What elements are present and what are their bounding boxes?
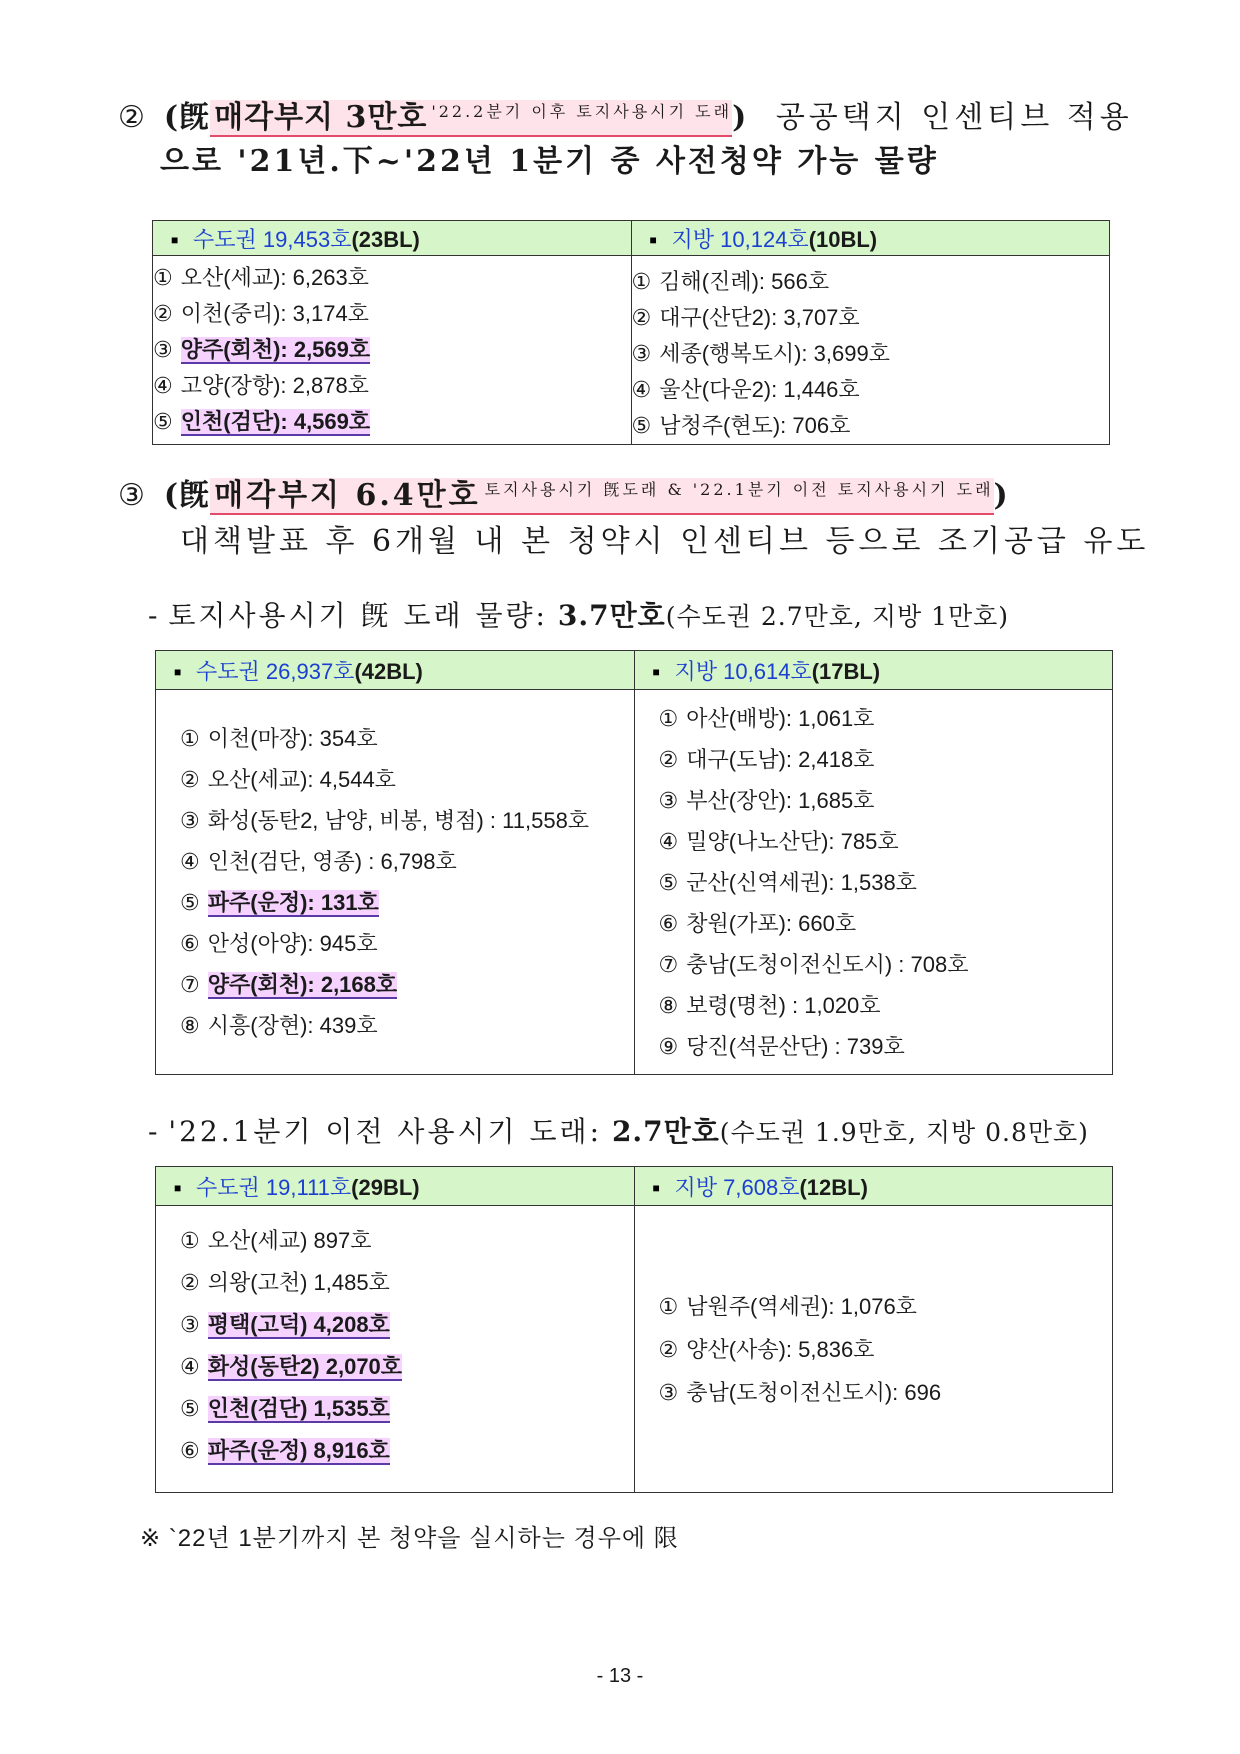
list-item	[180, 1346, 634, 1388]
table1-left-list	[153, 256, 632, 445]
item-number: ④	[180, 1354, 200, 1379]
item-number: ⑧	[658, 993, 679, 1018]
item-number: ①	[180, 726, 200, 751]
item-text: 군산(신역세권): 1,538호	[686, 870, 917, 895]
item-number: ③	[180, 1312, 200, 1337]
list-item	[180, 759, 634, 800]
item-text: 남청주(현도): 706호	[659, 413, 851, 438]
list-item	[659, 1026, 1113, 1067]
section3-superscript: 토지사용시기 旣도래 & '22.1분기 이전 토지사용시기 도래	[484, 480, 994, 499]
list-item	[180, 1304, 634, 1346]
table-sub1	[155, 650, 1113, 1075]
sub1-dash: -	[148, 599, 159, 632]
table3-left-list	[156, 1206, 635, 1493]
list-item	[180, 718, 634, 759]
section2-heading	[118, 96, 1133, 140]
table2-right-list	[634, 690, 1113, 1075]
item-number: ⑧	[180, 1013, 200, 1038]
item-text: 밀양(나노산단): 785호	[686, 829, 899, 854]
item-text: 화성(동탄2, 남양, 비봉, 병점) : 11,558호	[207, 808, 590, 833]
list-item	[180, 882, 634, 923]
list-item	[659, 739, 1113, 780]
item-text: 파주(운정) 8,916호	[207, 1438, 390, 1463]
item-number: ⑥	[180, 931, 200, 956]
item-number: ②	[658, 747, 679, 772]
item-text: 남원주(역세권): 1,076호	[686, 1293, 917, 1319]
table2-left-list	[156, 690, 635, 1075]
item-text: 고양(장항): 2,878호	[180, 373, 369, 398]
item-number: ①	[658, 1293, 679, 1319]
item-text: 아산(배방): 1,061호	[686, 706, 875, 731]
item-number: ③	[658, 788, 679, 813]
item-text: 충남(도청이전신도시): 696	[686, 1379, 942, 1405]
table1-header-left: ■ 수도권 19,453호(23BL)	[153, 221, 632, 256]
item-number: ②	[180, 767, 200, 792]
section3-number: ③	[118, 478, 146, 513]
item-text: 오산(세교): 4,544호	[207, 767, 396, 792]
section3-heading	[118, 474, 1009, 518]
sub1-paren: (수도권 2.7만호, 지방 1만호)	[665, 602, 1010, 631]
list-item	[180, 841, 634, 882]
item-number: ⑥	[658, 911, 679, 936]
item-number: ⑨	[658, 1034, 679, 1059]
item-number: ⑦	[180, 972, 200, 997]
section2-rest: 공공택지 인센티브 적용	[775, 100, 1133, 135]
list-item	[659, 1371, 1113, 1414]
item-number: ②	[180, 1270, 200, 1295]
list-item	[180, 1262, 634, 1304]
sub2-text: '22.1분기 이전 사용시기 도래:	[168, 1115, 603, 1148]
list-item	[659, 821, 1113, 862]
list-item	[180, 1430, 634, 1472]
item-text: 이천(마장): 354호	[207, 726, 378, 751]
list-item	[153, 260, 631, 296]
list-item	[659, 944, 1113, 985]
item-number: ①	[180, 1228, 200, 1253]
section3-close-paren: )	[993, 478, 1009, 513]
sub1-bold: 3.7만호	[557, 599, 666, 632]
item-text: 울산(다운2): 1,446호	[659, 377, 860, 402]
list-item	[153, 368, 631, 404]
item-text: 파주(운정): 131호	[207, 890, 379, 915]
item-text: 오산(세교): 6,263호	[180, 265, 369, 290]
sub2-dash: -	[148, 1115, 159, 1148]
item-text: 부산(장안): 1,685호	[686, 788, 875, 813]
item-number: ③	[180, 808, 200, 833]
sub2-bold: 2.7만호	[611, 1115, 720, 1148]
section2-open-paren: (旣	[163, 100, 211, 135]
sub1-text: 토지사용시기 旣 도래 물량:	[168, 599, 548, 632]
item-text: 인천(검단, 영종) : 6,798호	[207, 849, 457, 874]
item-text: 인천(검단) 1,535호	[207, 1396, 390, 1421]
item-text: 평택(고덕) 4,208호	[207, 1312, 390, 1337]
item-text: 양주(회천): 2,569호	[180, 337, 371, 362]
item-text: 안성(아양): 945호	[207, 931, 378, 956]
item-number: ③	[631, 341, 652, 366]
list-item	[659, 780, 1113, 821]
list-item	[632, 300, 1110, 336]
section3-open-paren: (旣	[163, 478, 211, 513]
sub2-heading	[148, 1110, 1089, 1150]
list-item	[659, 903, 1113, 944]
section2-close-paren: )	[732, 100, 748, 135]
item-number: ①	[153, 265, 173, 290]
item-text: 이천(중리): 3,174호	[180, 301, 369, 326]
section2-number: ②	[118, 100, 146, 135]
list-item	[632, 264, 1110, 300]
list-item	[180, 923, 634, 964]
item-text: 오산(세교) 897호	[207, 1228, 372, 1253]
table2-header-right: ■ 지방 10,614호(17BL)	[634, 651, 1113, 690]
table3-header-right: ■ 지방 7,608호(12BL)	[634, 1167, 1113, 1206]
item-number: ④	[153, 373, 173, 398]
item-number: ⑥	[180, 1438, 200, 1463]
list-item	[632, 408, 1110, 444]
item-number: ⑤	[153, 409, 173, 434]
list-item	[659, 698, 1113, 739]
list-item	[180, 1388, 634, 1430]
list-item	[180, 1005, 634, 1046]
item-text: 김해(진례): 566호	[659, 269, 830, 294]
item-text: 보령(명천) : 1,020호	[686, 993, 881, 1018]
item-number: ④	[180, 849, 200, 874]
item-number: ③	[658, 1379, 679, 1405]
item-number: ②	[153, 301, 173, 326]
item-number: ④	[658, 829, 679, 854]
section3-line2: 대책발표 후 6개월 내 본 청약시 인센티브 등으로 조기공급 유도	[180, 524, 1150, 559]
item-text: 당진(석문산단) : 739호	[686, 1034, 905, 1059]
item-number: ⑦	[658, 952, 679, 977]
item-text: 화성(동탄2) 2,070호	[207, 1354, 403, 1379]
item-text: 의왕(고천) 1,485호	[207, 1270, 390, 1295]
list-item	[153, 404, 631, 440]
table-section2	[152, 220, 1110, 445]
sub2-paren: (수도권 1.9만호, 지방 0.8만호)	[719, 1118, 1089, 1147]
item-number: ⑤	[180, 1396, 200, 1421]
table1-header-right: ■ 지방 10,124호(10BL)	[631, 221, 1110, 256]
table1-right-list	[631, 256, 1110, 445]
section2-highlight: 매각부지 3만호 $^{'22.2분기 이후 토지사용시기 도래}$	[210, 100, 732, 137]
item-text: 양주(회천): 2,168호	[207, 972, 398, 997]
list-item	[153, 296, 631, 332]
list-item	[659, 1328, 1113, 1371]
list-item	[659, 862, 1113, 903]
list-item	[632, 336, 1110, 372]
item-text: 세종(행복도시): 3,699호	[659, 341, 890, 366]
table-sub2	[155, 1166, 1113, 1493]
section3-highlight: 매각부지 6.4만호 $^{토지사용시기 旣도래 \& '22.1분기 이전 토지사용시기 도래}$	[210, 478, 993, 515]
item-text: 인천(검단): 4,569호	[180, 409, 371, 434]
item-number: ①	[658, 706, 679, 731]
item-text: 양산(사송): 5,836호	[686, 1336, 875, 1362]
item-number: ②	[631, 305, 652, 330]
list-item	[659, 1285, 1113, 1328]
section2-superscript: '22.2분기 이후 토지사용시기 도래	[431, 102, 733, 121]
table3-right-list	[634, 1206, 1113, 1493]
item-text: 대구(도남): 2,418호	[686, 747, 875, 772]
list-item	[153, 332, 631, 368]
item-number: ④	[631, 377, 652, 402]
item-text: 충남(도청이전신도시) : 708호	[686, 952, 969, 977]
list-item	[180, 800, 634, 841]
item-text: 시흥(장현): 439호	[207, 1013, 378, 1038]
list-item	[180, 1220, 634, 1262]
item-number: ②	[658, 1336, 679, 1362]
item-number: ①	[631, 269, 652, 294]
item-text: 대구(산단2): 3,707호	[659, 305, 860, 330]
item-number: ⑤	[631, 413, 652, 438]
page-number: - 13 -	[596, 1665, 644, 1687]
list-item	[659, 985, 1113, 1026]
section2-line2: 으로 '21년.下~'22년 1분기 중 사전청약 가능 물량	[160, 144, 939, 179]
item-number: ⑤	[658, 870, 679, 895]
table2-header-left: ■ 수도권 26,937호(42BL)	[156, 651, 635, 690]
list-item	[180, 964, 634, 1005]
item-number: ③	[153, 337, 173, 362]
item-text: 창원(가포): 660호	[686, 911, 857, 936]
item-number: ⑤	[180, 890, 200, 915]
table3-header-left: ■ 수도권 19,111호(29BL)	[156, 1167, 635, 1206]
list-item	[632, 372, 1110, 408]
footnote: ※ `22년 1분기까지 본 청약을 실시하는 경우에 限	[140, 1525, 679, 1552]
sub1-heading	[148, 594, 1009, 634]
